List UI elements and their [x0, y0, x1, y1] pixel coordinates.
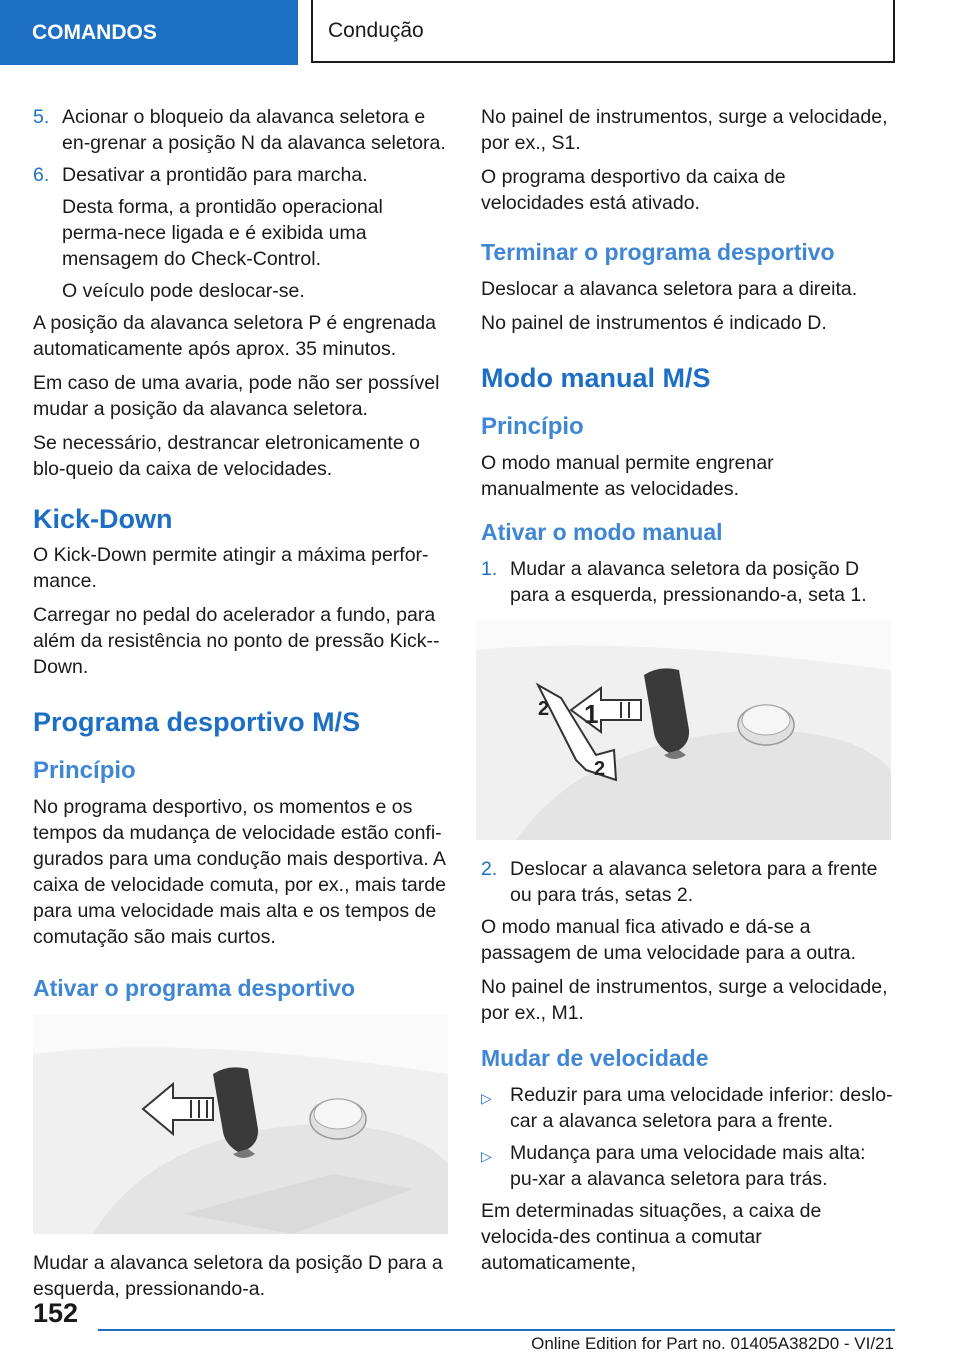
list-item	[33, 104, 448, 156]
paragraph: Em caso de uma avaria, pode não ser possível mudar a posição da alavanca seletora.	[33, 372, 440, 420]
list-text: Desativar a prontidão para marcha.	[62, 164, 368, 186]
heading-sport-program: Programa desportivo M/S	[33, 707, 361, 737]
section-tab	[0, 0, 298, 65]
list-item	[33, 162, 448, 188]
bullet-text: Mudança para uma velocidade mais alta: pu‐xar a alavanca seletora para trás.	[510, 1142, 866, 1190]
right-column	[481, 104, 893, 1284]
bullet-text: Reduzir para uma velocidade inferior: deslo‐car a alavanca seletora para a frente.	[510, 1084, 893, 1132]
list-text: Deslocar a alavanca seletora para a frente ou para trás, setas 2.	[510, 858, 878, 906]
section-label: COMANDOS	[32, 20, 157, 44]
list-item	[481, 856, 893, 908]
figure-caption: Mudar a alavanca seletora da posição D para a esquerda, pressionando-a.	[33, 1252, 443, 1300]
heading-kickdown: Kick-Down	[33, 504, 173, 534]
heading-shift-gear: Mudar de velocidade	[481, 1045, 709, 1071]
triangle-bullet-icon: ▷	[481, 1148, 492, 1164]
list-note: O veículo pode deslocar-se.	[62, 280, 305, 302]
list-number: 2.	[481, 858, 498, 880]
left-column	[33, 104, 448, 1310]
arrow-label: 1	[584, 699, 599, 729]
chapter-label: Condução	[328, 18, 424, 42]
paragraph: Em determinadas situações, a caixa de velocida‐des continua a comutar automaticamente,	[481, 1200, 822, 1274]
paragraph: No painel de instrumentos é indicado D.	[481, 312, 827, 334]
chapter-header	[311, 0, 895, 63]
heading-principle: Princípio	[481, 413, 584, 440]
paragraph: O modo manual permite engrenar manualmente as velocidades.	[481, 452, 774, 500]
list-number: 6.	[33, 164, 50, 186]
paragraph: O Kick-Down permite atingir a máxima perfor‐mance.	[33, 544, 429, 592]
bullet-item	[481, 1140, 893, 1192]
page-number: 152	[33, 1298, 79, 1328]
heading-activate-sport: Ativar o programa desportivo	[33, 975, 356, 1001]
heading-principle: Princípio	[33, 757, 136, 784]
paragraph: A posição da alavanca seletora P é engrenada automaticamente após aprox. 35 minutos.	[33, 312, 436, 360]
bullet-item	[481, 1082, 893, 1134]
paragraph: No painel de instrumentos, surge a velocidade, por ex., S1.	[481, 106, 888, 154]
arrow-label: 2	[538, 698, 550, 720]
list-number: 1.	[481, 558, 498, 580]
paragraph: Se necessário, destrancar eletronicamente o blo‐queio da caixa de velocidades.	[33, 432, 420, 480]
list-note: Desta forma, a prontidão operacional perma‐nece ligada e é exibida uma mensagem do Check-Control.	[62, 196, 383, 270]
list-text: Mudar a alavanca seletora da posição D para a esquerda, pressionando-a, seta 1.	[510, 558, 867, 606]
heading-activate-manual: Ativar o modo manual	[481, 519, 723, 545]
list-number: 5.	[33, 106, 50, 128]
footer-divider	[98, 1329, 895, 1331]
heading-end-sport: Terminar o programa desportivo	[481, 239, 835, 265]
arrow-label: 2	[594, 758, 606, 780]
paragraph: O programa desportivo da caixa de velocidades está ativado.	[481, 166, 786, 214]
paragraph: Deslocar a alavanca seletora para a direita.	[481, 278, 858, 300]
triangle-bullet-icon: ▷	[481, 1090, 492, 1106]
manual-mode-illustration	[476, 620, 891, 840]
list-item	[481, 556, 893, 608]
footer-edition: Online Edition for Part no. 01405A382D0 - VI/21	[531, 1334, 894, 1353]
heading-manual-mode: Modo manual M/S	[481, 363, 711, 393]
paragraph: O modo manual fica ativado e dá-se a passagem de uma velocidade para a outra.	[481, 916, 857, 964]
list-text: Acionar o bloqueio da alavanca seletora e en‐grenar a posição N da alavanca seletora.	[62, 106, 446, 154]
paragraph: Carregar no pedal do acelerador a fundo, para além da resistência no ponto de pressão Kick‐-Down.	[33, 604, 440, 678]
gear-selector-illustration	[33, 1014, 448, 1234]
paragraph: No painel de instrumentos, surge a velocidade, por ex., M1.	[481, 976, 888, 1024]
paragraph: No programa desportivo, os momentos e os tempos da mudança de velocidade estão confi‐gurados para uma condução mais desportiva. A caixa de velocidade comuta, por ex., mais tarde para uma velocidade mais alta e os tempos de comutação são mais curtos.	[33, 796, 446, 948]
